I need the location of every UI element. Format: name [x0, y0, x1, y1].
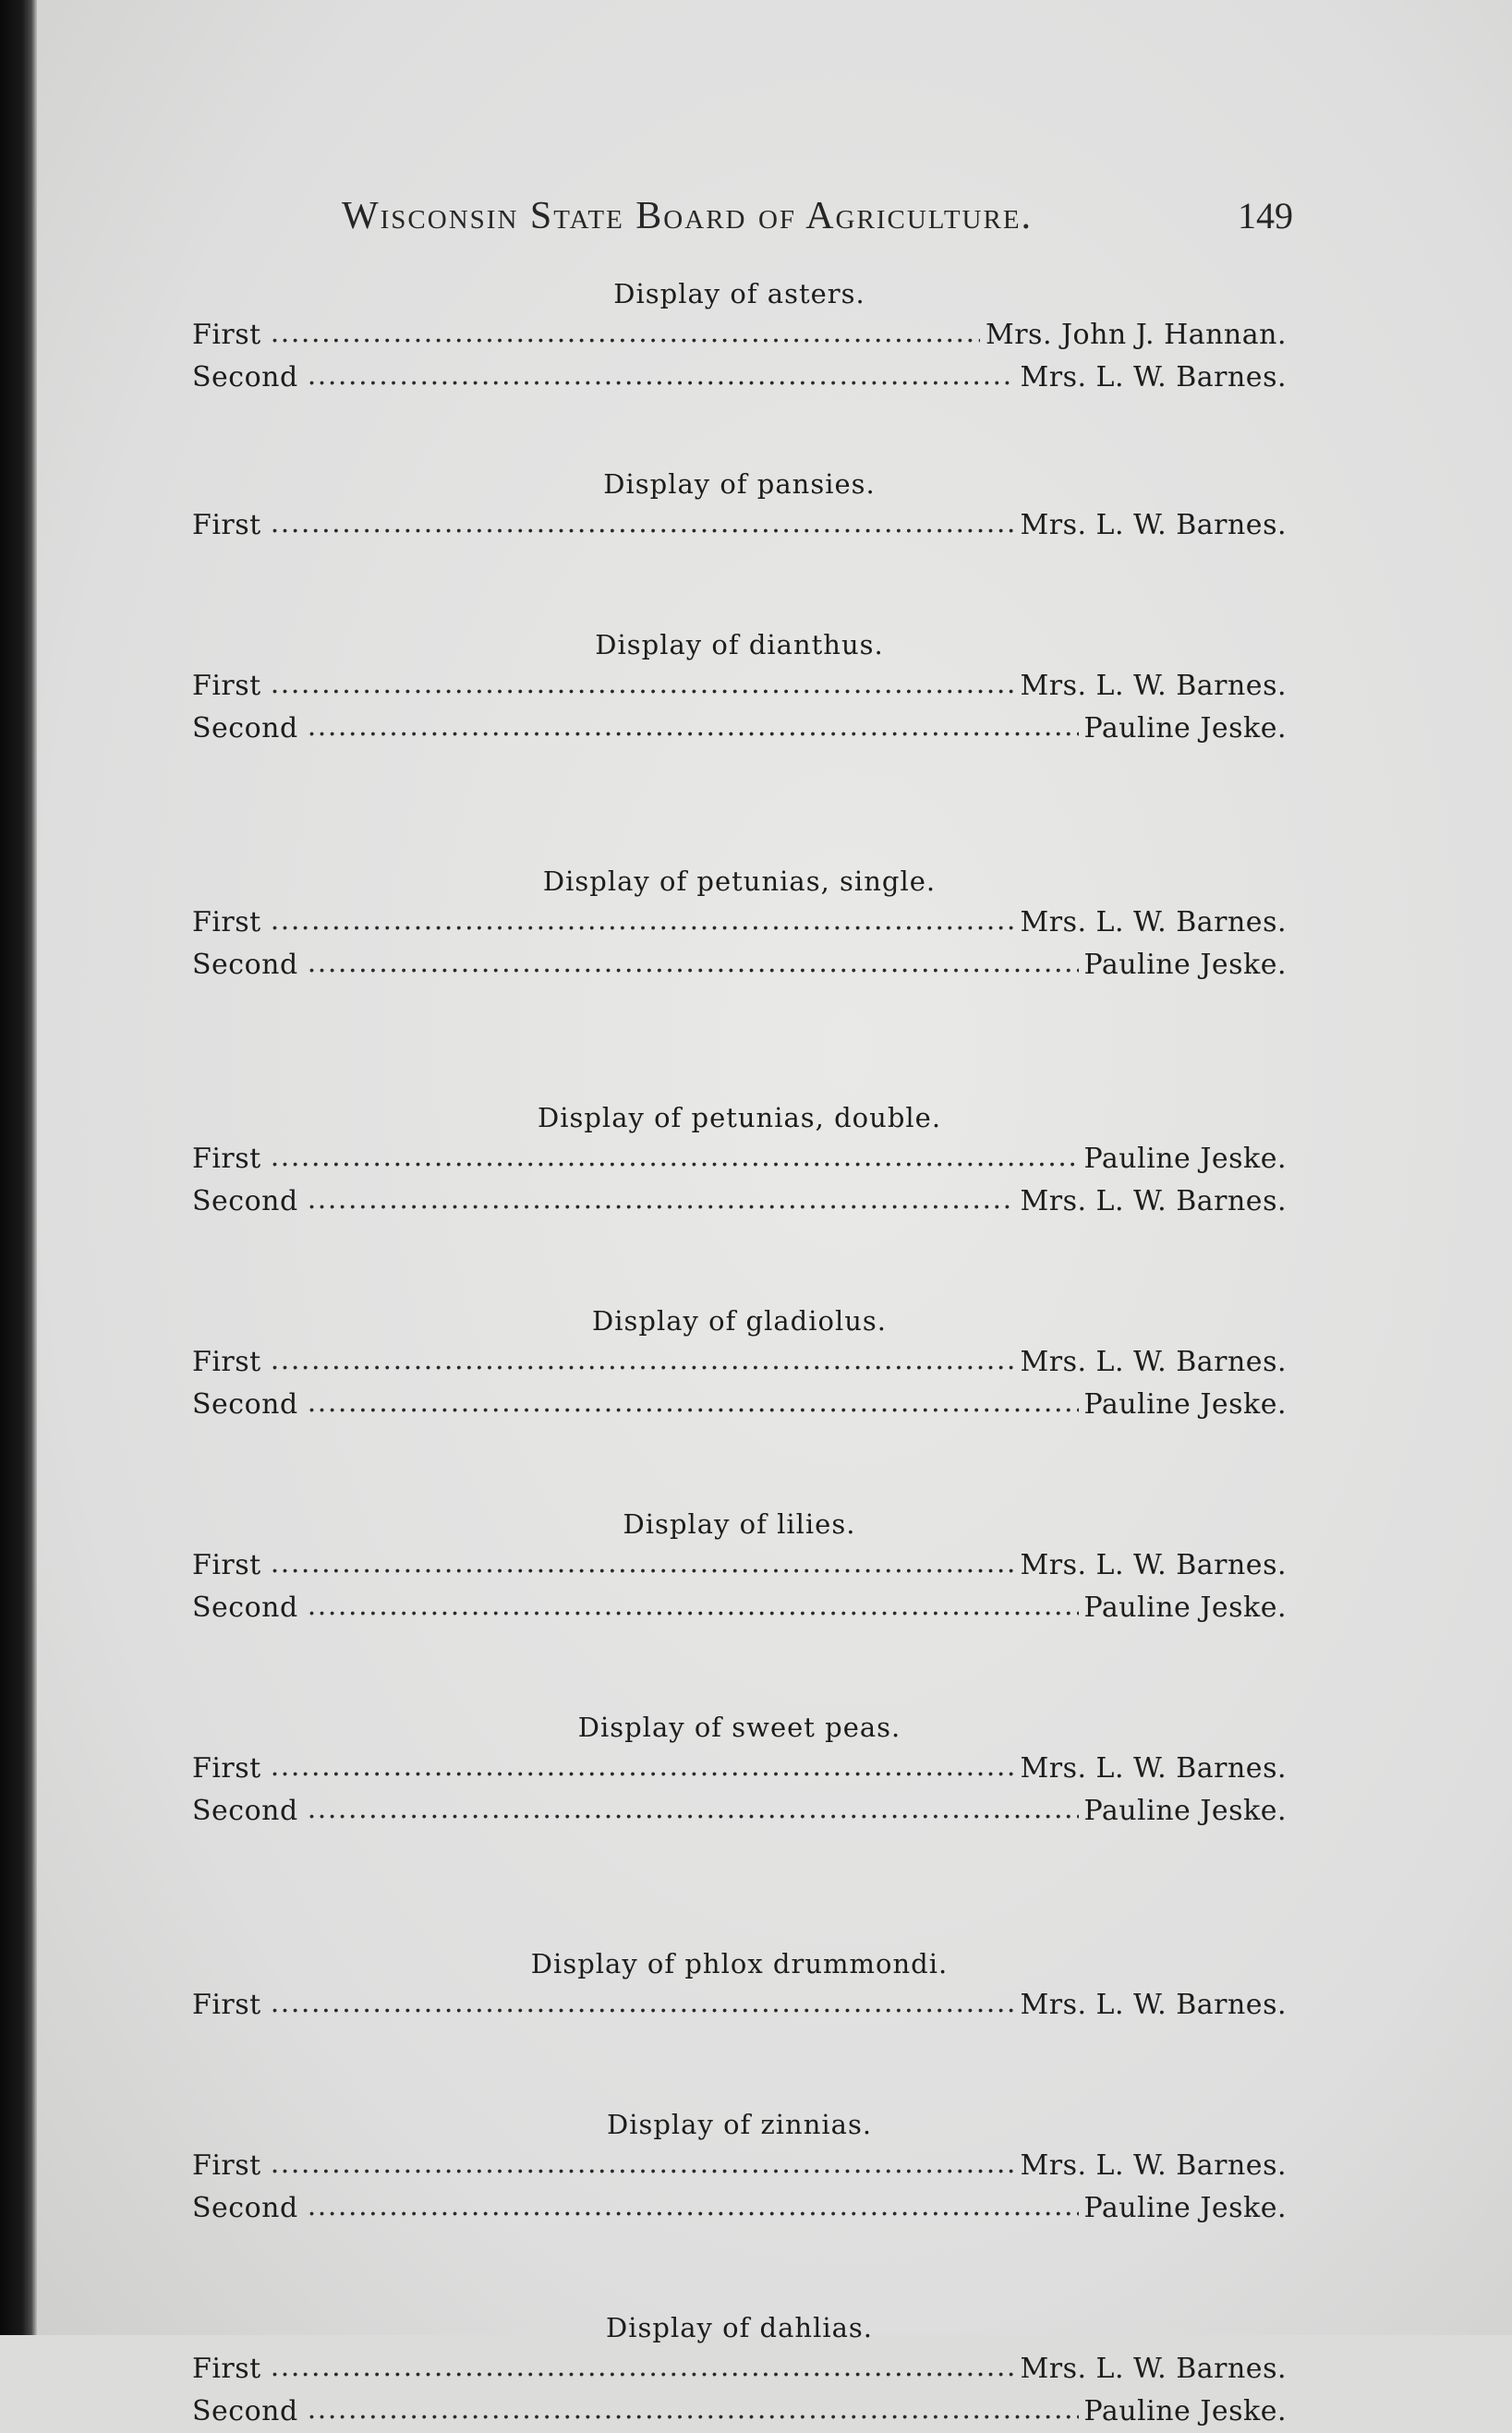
award-section	[192, 1097, 1287, 1223]
place-label: Second	[192, 1185, 298, 1217]
dot-leader	[271, 900, 1015, 942]
section-title: Display of petunias, single.	[542, 865, 937, 897]
winner-name: Mrs. L. W. Barnes.	[1020, 670, 1287, 702]
award-section	[192, 2307, 1287, 2433]
section-title: Display of pansies.	[603, 468, 876, 500]
dot-leader	[271, 1339, 1015, 1382]
award-row	[192, 1587, 1287, 1629]
award-row	[192, 708, 1287, 750]
dot-leader	[308, 2185, 1079, 2228]
place-label: Second	[192, 361, 298, 393]
award-row	[192, 1748, 1287, 1790]
place-label: First	[192, 319, 261, 351]
award-row	[192, 1544, 1287, 1587]
dot-leader	[271, 2346, 1015, 2389]
winner-name: Mrs. L. W. Barnes.	[1020, 1752, 1287, 1785]
award-row	[192, 2391, 1287, 2433]
award-row	[192, 1138, 1287, 1180]
place-label: First	[192, 670, 261, 702]
place-label: Second	[192, 949, 298, 981]
award-row	[192, 314, 1287, 357]
award-row	[192, 1341, 1287, 1384]
dot-leader	[271, 1982, 1015, 2025]
running-head: Wisconsin State Board of Agriculture.	[342, 195, 1034, 237]
award-section	[192, 1504, 1287, 1629]
award-section	[192, 861, 1287, 987]
dot-leader	[308, 1788, 1079, 1831]
place-label: First	[192, 509, 261, 541]
dot-leader	[308, 706, 1079, 748]
section-title: Display of gladiolus.	[591, 1305, 888, 1337]
page-number: 149	[1238, 195, 1293, 236]
dot-leader	[271, 502, 1015, 545]
winner-name: Pauline Jeske.	[1083, 949, 1287, 981]
winner-name: Pauline Jeske.	[1083, 1592, 1287, 1624]
place-label: First	[192, 1143, 261, 1175]
page-header	[342, 194, 1293, 238]
award-row	[192, 1790, 1287, 1833]
dot-leader	[308, 1585, 1079, 1628]
dot-leader	[308, 1382, 1079, 1424]
dot-leader	[308, 355, 1015, 397]
place-label: First	[192, 906, 261, 938]
winner-name: Mrs. L. W. Barnes.	[1020, 1549, 1287, 1581]
winner-name: Mrs. L. W. Barnes.	[1020, 1989, 1287, 2021]
winner-name: Pauline Jeske.	[1083, 2192, 1287, 2224]
award-row	[192, 2348, 1287, 2391]
dot-leader	[308, 2389, 1079, 2431]
dot-leader	[271, 1136, 1079, 1179]
dot-leader	[271, 312, 980, 355]
award-row	[192, 2145, 1287, 2187]
award-section	[192, 273, 1287, 399]
place-label: Second	[192, 2192, 298, 2224]
award-row	[192, 357, 1287, 399]
winner-name: Pauline Jeske.	[1083, 1795, 1287, 1827]
award-row	[192, 2187, 1287, 2230]
winner-name: Mrs. L. W. Barnes.	[1020, 906, 1287, 938]
place-label: First	[192, 2353, 261, 2385]
book-binding-edge	[0, 0, 37, 2335]
award-row	[192, 1384, 1287, 1426]
winner-name: Pauline Jeske.	[1083, 2395, 1287, 2427]
award-row	[192, 902, 1287, 944]
award-row	[192, 504, 1287, 547]
section-title: Display of sweet peas.	[577, 1712, 901, 1743]
winner-name: Mrs. L. W. Barnes.	[1020, 2149, 1287, 2182]
dot-leader	[271, 1746, 1015, 1788]
award-section	[192, 624, 1287, 750]
award-row	[192, 665, 1287, 708]
place-label: Second	[192, 712, 298, 744]
place-label: First	[192, 2149, 261, 2182]
award-section	[192, 464, 1287, 547]
winner-name: Mrs. L. W. Barnes.	[1020, 1185, 1287, 1217]
section-title: Display of phlox drummondi.	[530, 1948, 949, 1979]
section-title: Display of dahlias.	[605, 2312, 874, 2343]
section-title: Display of asters.	[613, 278, 865, 309]
place-label: First	[192, 1989, 261, 2021]
winner-name: Pauline Jeske.	[1083, 1388, 1287, 1421]
award-row	[192, 944, 1287, 987]
winner-name: Mrs. L. W. Barnes.	[1020, 1346, 1287, 1378]
place-label: First	[192, 1752, 261, 1785]
award-section	[192, 1943, 1287, 2027]
section-title: Display of petunias, double.	[537, 1102, 942, 1133]
section-title: Display of zinnias.	[606, 2109, 873, 2140]
dot-leader	[271, 663, 1015, 706]
award-row	[192, 1180, 1287, 1223]
dot-leader	[271, 1543, 1015, 1585]
page	[37, 0, 1512, 2427]
section-title: Display of lilies.	[623, 1508, 856, 1540]
winner-name: Mrs. L. W. Barnes.	[1020, 361, 1287, 393]
award-section	[192, 1707, 1287, 1833]
place-label: First	[192, 1549, 261, 1581]
dot-leader	[308, 1179, 1015, 1221]
place-label: Second	[192, 1592, 298, 1624]
award-section	[192, 1301, 1287, 1426]
dot-leader	[271, 2143, 1015, 2185]
place-label: Second	[192, 2395, 298, 2427]
dot-leader	[308, 942, 1079, 985]
place-label: First	[192, 1346, 261, 1378]
awards-list	[192, 273, 1287, 2433]
winner-name: Mrs. L. W. Barnes.	[1020, 509, 1287, 541]
section-title: Display of dianthus.	[595, 629, 884, 660]
winner-name: Pauline Jeske.	[1083, 1143, 1287, 1175]
place-label: Second	[192, 1795, 298, 1827]
winner-name: Mrs. John J. Hannan.	[986, 319, 1287, 351]
winner-name: Pauline Jeske.	[1083, 712, 1287, 744]
award-row	[192, 1984, 1287, 2027]
award-section	[192, 2104, 1287, 2230]
place-label: Second	[192, 1388, 298, 1421]
winner-name: Mrs. L. W. Barnes.	[1020, 2353, 1287, 2385]
